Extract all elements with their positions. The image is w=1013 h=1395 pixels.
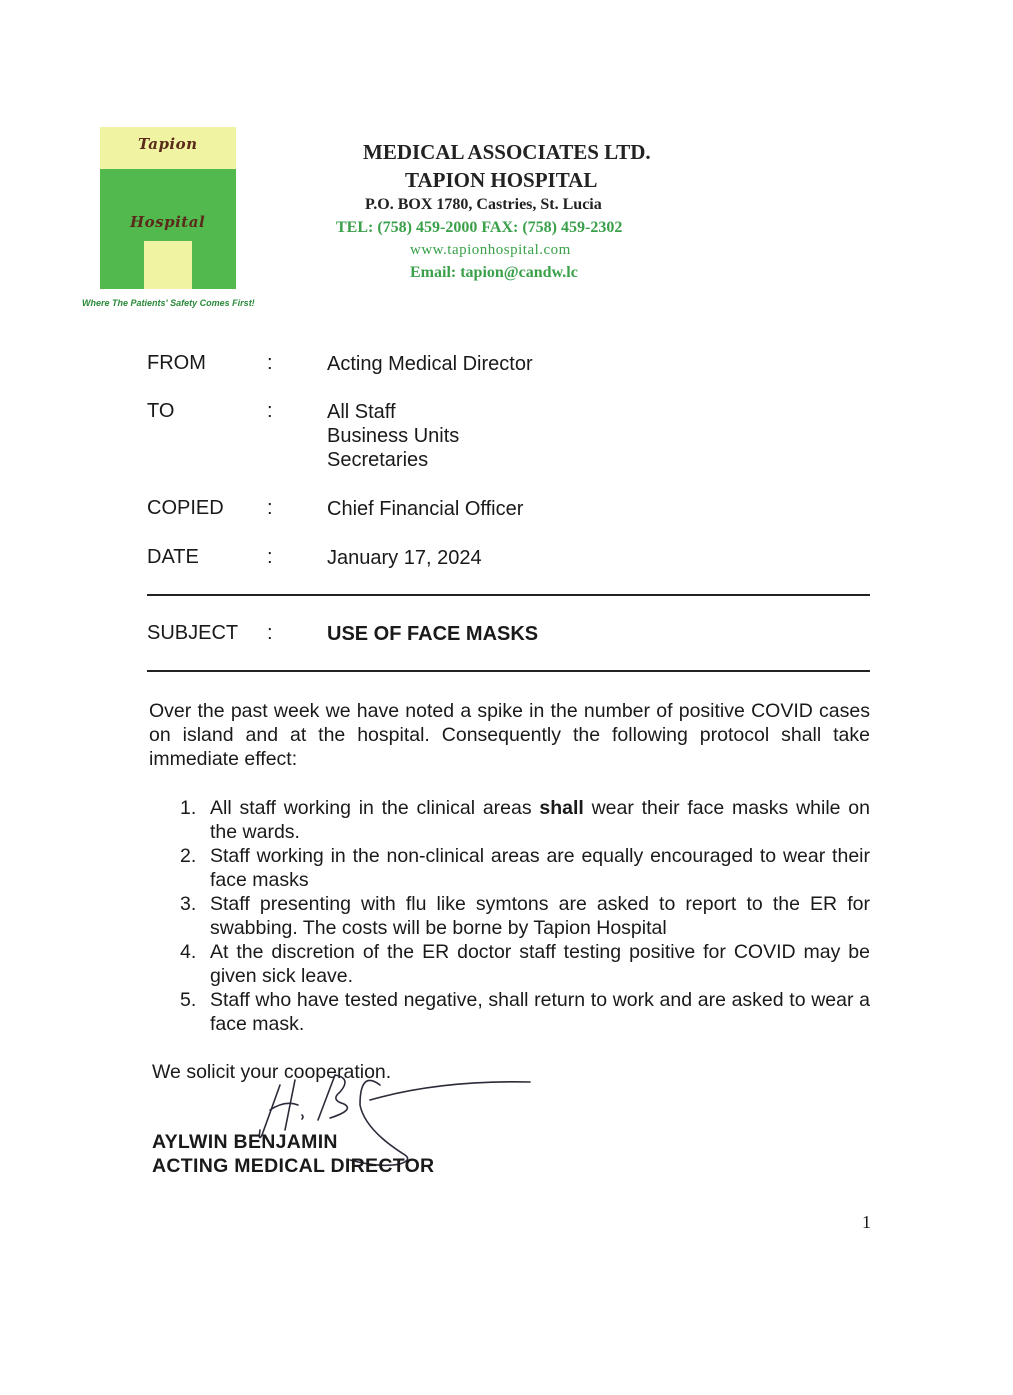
- closing-line: We solicit your cooperation.: [152, 1061, 392, 1083]
- copied-value: Chief Financial Officer: [327, 498, 524, 520]
- hospital-name: TAPION HOSPITAL: [405, 168, 598, 192]
- divider-top: [147, 594, 870, 596]
- from-colon: :: [267, 352, 273, 374]
- page-number: 1: [862, 1212, 871, 1232]
- item-number: 4.: [180, 941, 197, 963]
- item-text: Staff who have tested negative, shall return to work and are asked to wear a face mask.: [210, 989, 870, 1035]
- to-colon: :: [267, 400, 273, 422]
- logo-tagline: Where The Patients' Safety Comes First!: [82, 298, 255, 308]
- from-label: FROM: [147, 352, 206, 374]
- protocol-list: [180, 796, 870, 1036]
- divider-bottom: [147, 670, 870, 672]
- item-text: Staff working in the non-clinical areas are equally encouraged to wear their face masks: [210, 845, 870, 891]
- subject-value: USE OF FACE MASKS: [327, 623, 539, 645]
- date-value: January 17, 2024: [327, 547, 482, 569]
- postal-address: P.O. BOX 1780, Castries, St. Lucia: [365, 196, 602, 213]
- phone-fax: TEL: (758) 459-2000 FAX: (758) 459-2302: [336, 219, 623, 236]
- item-text: At the discretion of the ER doctor staff testing positive for COVID may be given sick leave.: [210, 941, 870, 987]
- item-number: 3.: [180, 893, 197, 915]
- copied-label: COPIED: [147, 497, 224, 519]
- logo-text-hospital: Hospital: [130, 213, 206, 231]
- item-number: 5.: [180, 989, 197, 1011]
- signatory-name: AYLWIN BENJAMIN: [152, 1131, 338, 1153]
- logo-text-tapion: Tapion: [138, 135, 198, 153]
- to-label: TO: [147, 400, 175, 422]
- protocol-item: [180, 940, 870, 988]
- from-value: Acting Medical Director: [327, 353, 533, 375]
- item-number: 2.: [180, 845, 197, 867]
- copied-colon: :: [267, 497, 273, 519]
- to-recipient: Business Units: [327, 425, 460, 447]
- protocol-item: [180, 892, 870, 940]
- to-recipient: Secretaries: [327, 449, 429, 471]
- date-colon: :: [267, 546, 273, 568]
- subject-colon: :: [267, 622, 273, 644]
- signatory-title: ACTING MEDICAL DIRECTOR: [152, 1155, 435, 1177]
- company-name: MEDICAL ASSOCIATES LTD.: [363, 140, 651, 164]
- intro-paragraph: Over the past week we have noted a spike in the number of positive COVID cases on island and at the hospital. Consequently the following protocol shall take immediate effect:: [149, 700, 870, 770]
- item-number: 1.: [180, 797, 197, 819]
- item-emphasis: shall: [539, 797, 584, 819]
- hospital-logo: [100, 127, 236, 289]
- item-text: All staff working in the clinical areas: [210, 797, 540, 819]
- protocol-item: [180, 796, 870, 844]
- protocol-item: [180, 844, 870, 892]
- to-recipient: All Staff: [327, 401, 396, 423]
- protocol-item: [180, 988, 870, 1036]
- date-label: DATE: [147, 546, 199, 568]
- to-recipients: [327, 400, 459, 472]
- website-link[interactable]: www.tapionhospital.com: [410, 242, 571, 258]
- item-text: wear their face masks while on the wards.: [210, 797, 870, 843]
- subject-label: SUBJECT: [147, 622, 239, 644]
- email-address[interactable]: Email: tapion@candw.lc: [410, 264, 578, 281]
- item-text: Staff presenting with flu like symtons are asked to report to the ER for swabbing. The costs will be borne by Tapion Hospital: [210, 893, 870, 939]
